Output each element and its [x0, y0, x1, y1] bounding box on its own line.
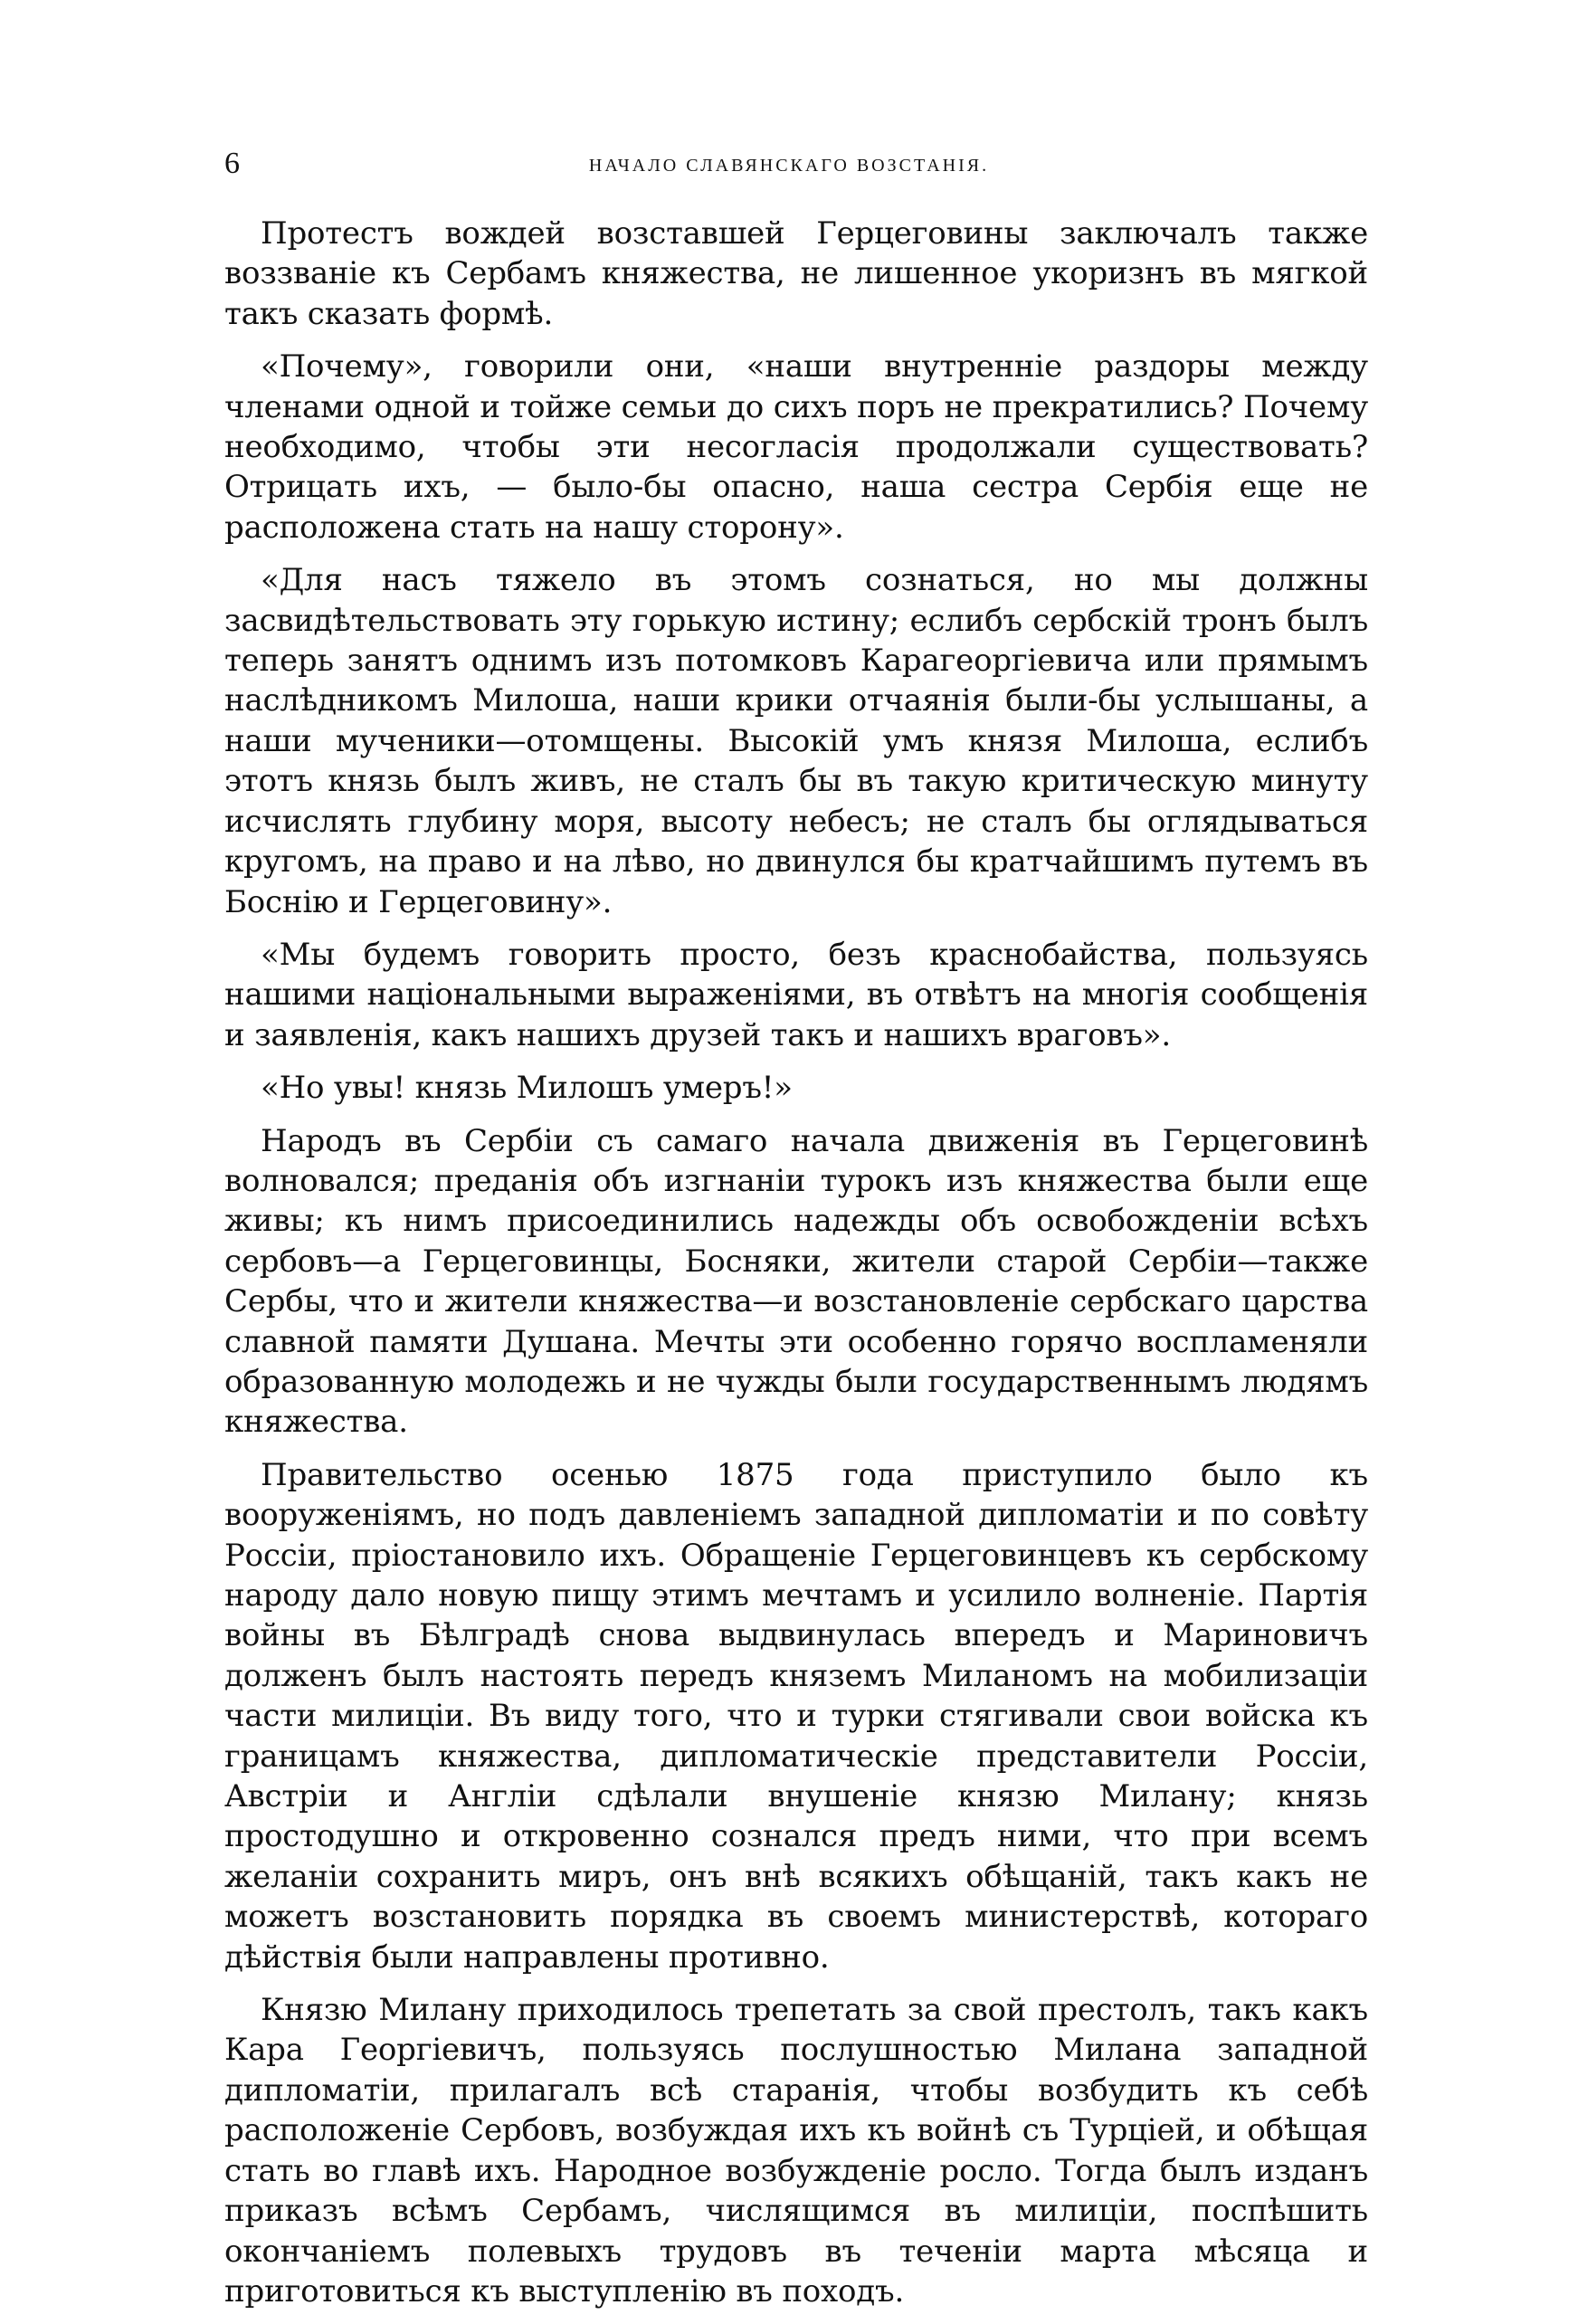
running-title: НАЧАЛО СЛАВЯНСКАГО ВОЗСТАНІЯ.	[588, 156, 990, 176]
paragraph: Протестъ вождей возставшей Герцеговины заключалъ также воззваніе къ Сербамъ княжества, не лишенное укоризнъ въ мягкой такъ сказать формѣ.	[224, 215, 1368, 332]
paragraph: «Для насъ тяжело въ этомъ сознаться, но мы должны засвидѣтельствовать эту горькую истину; еслибъ сербскій тронъ былъ теперь занятъ однимъ изъ потомковъ Карагеоргіевича или прямымъ наслѣдникомъ Милоша, наши крики отчаянія были-бы услышаны, а наши мученики—отомщены. Высокій умъ князя Милоша, еслибъ этотъ князь былъ живъ, не сталъ бы въ такую критическую минуту исчислять глубину моря, высоту небесъ; не сталъ бы оглядываться кругомъ, на право и на лѣво, но двинулся бы кратчайшимъ путемъ въ Боснію и Герцеговину».	[224, 562, 1368, 920]
paragraph: Правительство осенью 1875 года приступило было къ вооруженіямъ, но подъ давленіемъ западной дипломатіи и по совѣту Россіи, пріостановило ихъ. Обращеніе Герцеговинцевъ къ сербскому народу дало новую пищу этимъ мечтамъ и усилило волненіе. Партія войны въ Бѣлградѣ снова выдвинулась впередъ и Мариновичъ долженъ былъ настоять передъ княземъ Миланомъ на мобилизаціи части милиціи. Въ виду того, что и турки стягивали свои войска къ границамъ княжества, дипломатическіе представители Россіи, Австріи и Англіи сдѣлали внушеніе князю Милану; князь простодушно и откровенно сознался предъ ними, что при всемъ желаніи сохранить миръ, онъ внѣ всякихъ обѣщаній, такъ какъ не можетъ возстановить порядка въ своемъ министерствѣ, котораго дѣйствія были направлены противно.	[224, 1456, 1368, 1976]
paragraph: «Мы будемъ говорить просто, безъ краснобайства, пользуясь нашими національными выраженіями, въ отвѣтъ на многія сообщенія и заявленія, какъ нашихъ друзей такъ и нашихъ враговъ».	[224, 936, 1368, 1053]
paragraph: «Почему», говорили они, «наши внутренніе раздоры между членами одной и тойже семьи до сихъ поръ не прекратились? Почему необходимо, чтобы эти несогласія продолжали существовать? Отрицать ихъ, — было-бы опасно, наша сестра Сербія еще не расположена стать на нашу сторону».	[224, 348, 1368, 546]
page-number: 6	[224, 147, 240, 180]
body-text	[224, 214, 1368, 2324]
paragraph: «Но увы! князь Милошъ умеръ!»	[261, 1070, 793, 1107]
paragraph: Князю Милану приходилось трепетать за свой престолъ, такъ какъ Кара Георгіевичъ, пользуясь послушностью Милана западной дипломатіи, прилагалъ всѣ старанія, чтобы возбудить къ себѣ расположеніе Сербовъ, возбуждая ихъ къ войнѣ съ Турціей, и обѣщая стать во главѣ ихъ. Народное возбужденіе росло. Тогда былъ изданъ приказъ всѣмъ Сербамъ, числящимся въ милиціи, поспѣшить окончаніемъ полевыхъ трудовъ въ теченіи марта мѣсяца и приготовиться къ выступленію въ походъ.	[224, 1992, 1368, 2310]
paragraph: Народъ въ Сербіи съ самаго начала движенія въ Герцеговинѣ волновался; преданія объ изгнаніи турокъ изъ княжества были еще живы; къ нимъ присоединились надежды объ освобожденіи всѣхъ сербовъ—а Герцеговинцы, Босняки, жители старой Сербіи—также Сербы, что и жители княжества—и возстановленіе сербскаго царства славной памяти Душана. Мечты эти особенно горячо воспламеняли образованную молодежь и не чужды были государственнымъ людямъ княжества.	[224, 1122, 1368, 1441]
